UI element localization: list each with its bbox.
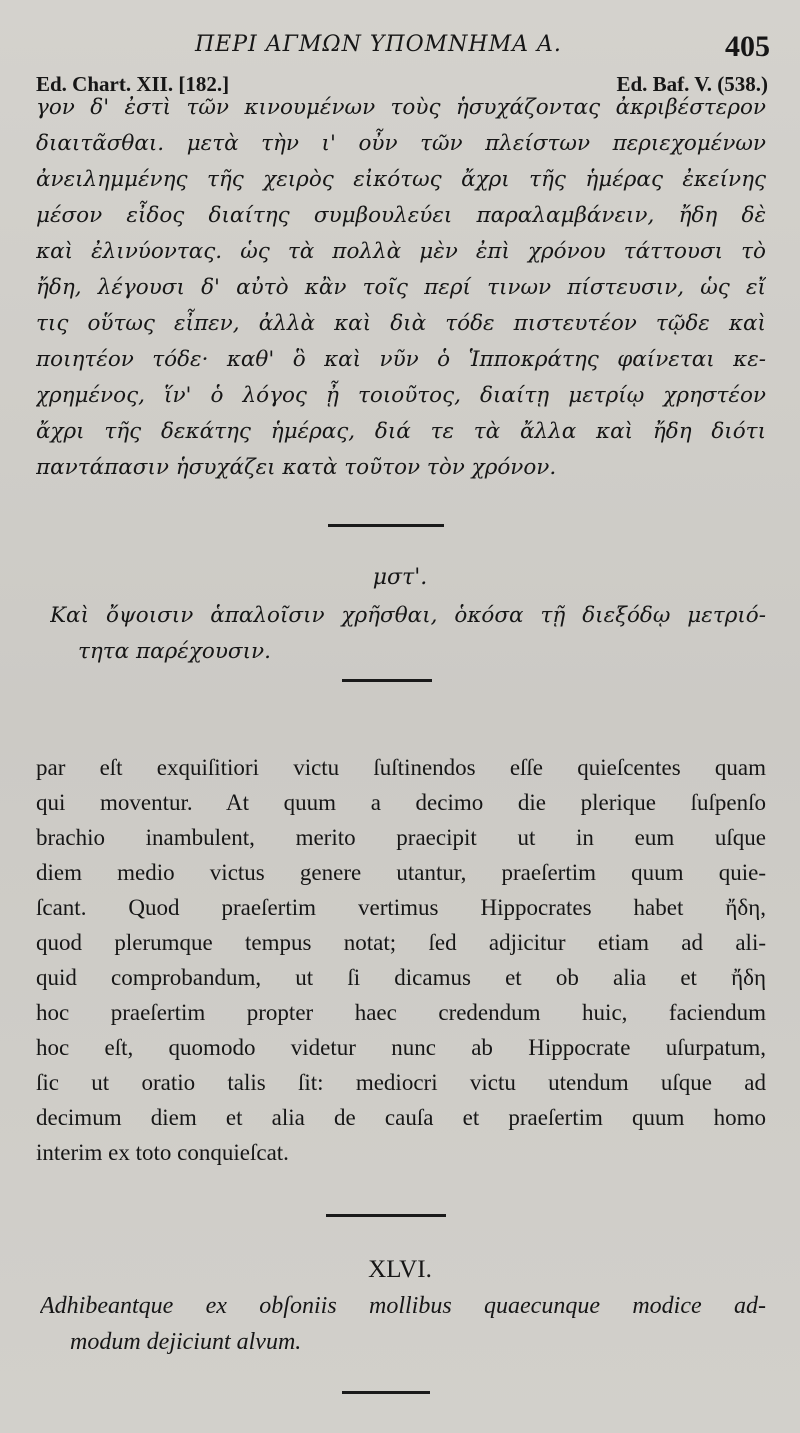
greek-line: καὶ ἐλινύοντας. ὡς τὰ πολλὰ μὲν ἐπὶ χρόνου τάττουσι τὸ bbox=[36, 239, 766, 264]
greek-commentary bbox=[36, 90, 766, 486]
latin-commentary bbox=[36, 750, 766, 1170]
section-divider bbox=[328, 524, 444, 527]
latin-line: quod plerumque tempus notat; ſed adjicitur etiam ad ali- bbox=[36, 930, 766, 955]
latin-line: par eſt exquiſitiori victu ſuſtinendos eſſe quieſcentes quam bbox=[36, 755, 766, 780]
section-divider bbox=[342, 679, 432, 682]
latin-aphorism-number: XLVI. bbox=[368, 1256, 432, 1283]
greek-aphorism-line: Καὶ ὄψοισιν ἁπαλοῖσιν χρῆσθαι, ὁκόσα τῇ διεξόδῳ μετριό- bbox=[50, 603, 766, 628]
latin-line: ſic ut oratio talis ſit: mediocri victu utendum uſque ad bbox=[36, 1070, 766, 1095]
edition-basel: Ed. Baf. V. (538.) bbox=[616, 72, 768, 96]
page-number: 405 bbox=[725, 30, 770, 63]
latin-line: brachio inambulent, merito praecipit ut in eum uſque bbox=[36, 825, 766, 850]
greek-line: ἀνειλημμένης τῆς χειρὸς εἰκότως ἄχρι τῆς ἡμέρας ἐκείνης bbox=[36, 167, 766, 192]
greek-line: γον δ' ἐστὶ τῶν κινουμένων τοὺς ἡσυχάζοντας ἀκριβέστερον bbox=[36, 95, 766, 120]
running-head bbox=[0, 30, 800, 66]
latin-line: quid comprobandum, ut ſi dicamus et ob alia et ἤδη bbox=[36, 965, 766, 990]
latin-line: qui moventur. At quum a decimo die plerique ſuſpenſo bbox=[36, 790, 766, 815]
greek-aphorism bbox=[50, 598, 766, 670]
latin-aphorism-line: Adhibeantque ex obſoniis mollibus quaecunque modice ad- bbox=[40, 1293, 766, 1319]
greek-line: ἤδη, λέγουσι δ' αὐτὸ κἂν τοῖς περί τινων πίστευσιν, ὡς εἴ bbox=[36, 275, 766, 300]
greek-line: παντάπασιν ἡσυχάζει κατὰ τοῦτον τὸν χρόνον. bbox=[36, 455, 557, 480]
greek-line: ποιητέον τόδε· καθ' ὃ καὶ νῦν ὁ Ἱπποκράτης φαίνεται κε- bbox=[36, 347, 766, 372]
greek-line: μέσον εἶδος διαίτης συμβουλεύει παραλαμβάνειν, ἤδη δὲ bbox=[36, 203, 766, 228]
latin-line: diem medio victus genere utantur, praeſertim quum quie- bbox=[36, 860, 766, 885]
greek-line: ἄχρι τῆς δεκάτης ἡμέρας, διά τε τὰ ἄλλα καὶ ἤδη διότι bbox=[36, 419, 766, 444]
latin-line: hoc praeſertim propter haec credendum huic, faciendum bbox=[36, 1000, 766, 1025]
greek-line: χρημένος, ἵν' ὁ λόγος ᾖ τοιοῦτος, διαίτῃ μετρίῳ χρηστέον bbox=[36, 383, 766, 408]
greek-aphorism-line: τητα παρέχουσιν. bbox=[78, 639, 271, 664]
edition-chartier: Ed. Chart. XII. [182.] bbox=[36, 72, 230, 96]
section-divider bbox=[342, 1391, 430, 1394]
running-title: ΠΕΡΙ ΑΓΜΩΝ ΥΠΟΜΝΗΜΑ Α. bbox=[195, 32, 562, 57]
section-divider bbox=[326, 1214, 446, 1217]
greek-aphorism-number: μστ'. bbox=[372, 565, 428, 590]
greek-line: διαιτᾶσθαι. μετὰ τὴν ι' οὖν τῶν πλείστων περιεχομένων bbox=[36, 131, 766, 156]
latin-line: ſcant. Quod praeſertim vertimus Hippocrates habet ἤδη, bbox=[36, 895, 766, 920]
latin-aphorism-line: modum dejiciunt alvum. bbox=[70, 1329, 302, 1355]
latin-line: hoc eſt, quomodo videtur nunc ab Hippocrate uſurpatum, bbox=[36, 1035, 766, 1060]
latin-aphorism bbox=[40, 1288, 766, 1360]
latin-line: decimum diem et alia de cauſa et praeſertim quum homo bbox=[36, 1105, 766, 1130]
latin-line: interim ex toto conquieſcat. bbox=[36, 1140, 289, 1165]
greek-line: τις οὕτως εἶπεν, ἀλλὰ καὶ διὰ τόδε πιστευτέον τῷδε καὶ bbox=[36, 311, 766, 336]
